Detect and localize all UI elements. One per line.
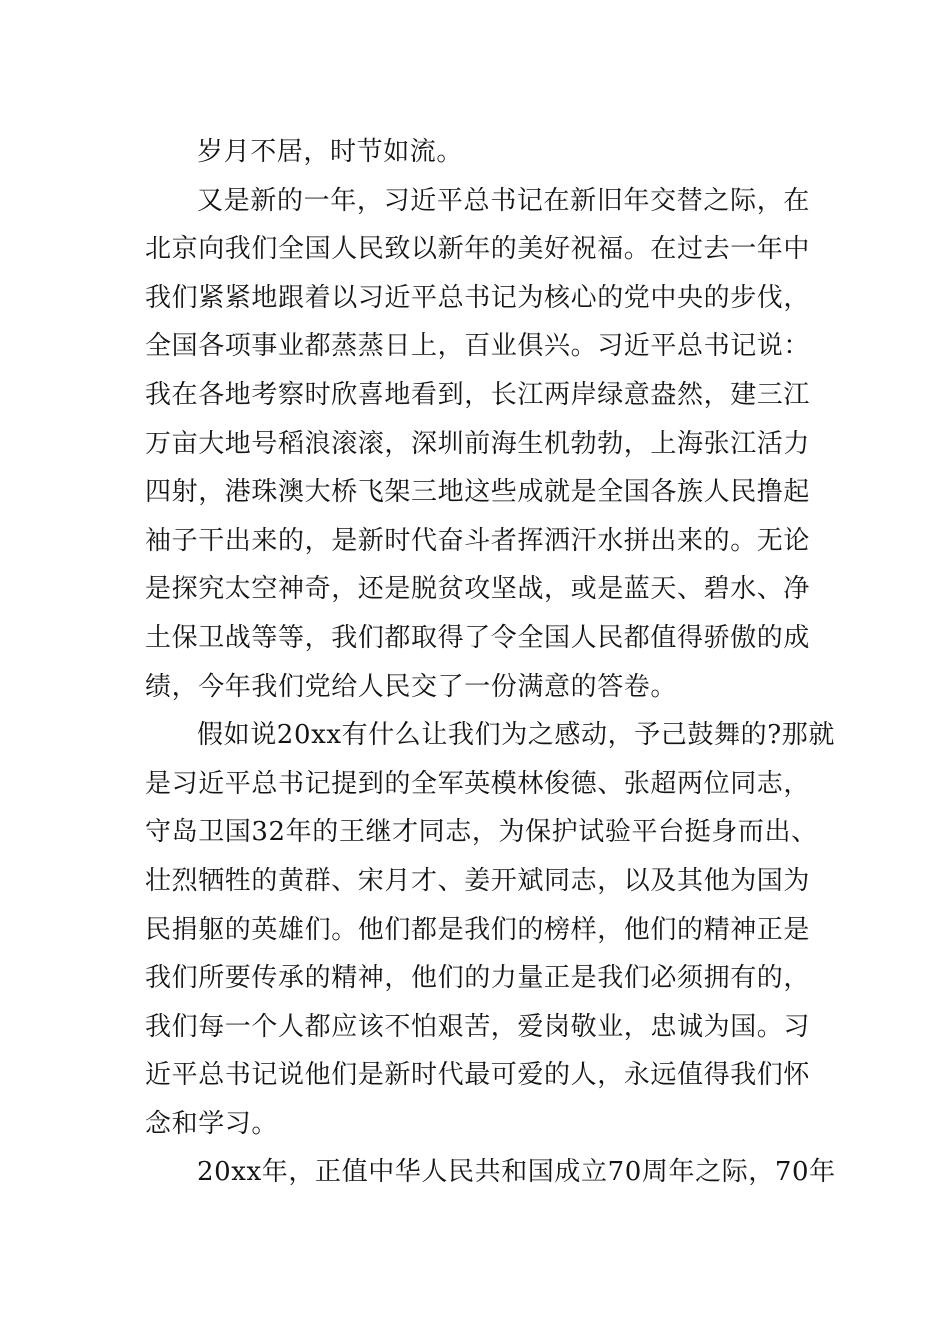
text-line: 绩，今年我们党给人民交了一份满意的答卷。: [145, 671, 678, 702]
text-line: 岁月不居，时节如流。: [197, 137, 464, 167]
text-line: 民捐躯的英雄们。他们都是我们的榜样，他们的精神正是: [145, 914, 811, 945]
text-line: 又是新的一年，习近平总书记在新旧年交替之际，在: [197, 185, 810, 216]
text-line: 全国各项事业都蒸蒸日上，百业俱兴。习近平总书记说：: [145, 331, 811, 362]
text-line: 是习近平总书记提到的全军英模林俊德、张超两位同志，: [145, 768, 811, 799]
text-line: 壮烈牺牲的黄群、宋月才、姜开斌同志，以及其他为国为: [145, 865, 811, 896]
text-line: 20xx年，正值中华人民共和国成立70周年之际，70年: [197, 1157, 836, 1188]
text-line: 四射，港珠澳大桥飞架三地这些成就是全国各族人民撸起: [145, 477, 811, 508]
text-line: 守岛卫国32年的王继才同志，为保护试验平台挺身而出、: [145, 817, 818, 848]
text-line: 北京向我们全国人民致以新年的美好祝福。在过去一年中: [145, 234, 811, 265]
text-line: 是探究太空神奇，还是脱贫攻坚战，或是蓝天、碧水、净: [145, 574, 811, 605]
text-line: 假如说20xx有什么让我们为之感动，予己鼓舞的?那就: [197, 720, 835, 751]
text-line: 我们每一个人都应该不怕艰苦，爱岗敬业，忠诚为国。习: [145, 1011, 811, 1042]
text-line: 袖子干出来的，是新时代奋斗者挥洒汗水拼出来的。无论: [145, 525, 811, 556]
text-line: 土保卫战等等，我们都取得了令全国人民都值得骄傲的成: [145, 622, 811, 653]
text-line: 我在各地考察时欣喜地看到，长江两岸绿意盎然，建三江: [145, 379, 811, 410]
document-body: [145, 128, 836, 1197]
text-line: 近平总书记说他们是新时代最可爱的人，永远值得我们怀: [145, 1060, 811, 1091]
text-line: 万亩大地号稻浪滚滚，深圳前海生机勃勃，上海张江活力: [145, 428, 811, 459]
text-line: 我们所要传承的精神，他们的力量正是我们必须拥有的，: [145, 963, 811, 994]
text-line: 我们紧紧地跟着以习近平总书记为核心的党中央的步伐，: [145, 282, 811, 313]
text-line: 念和学习。: [145, 1108, 279, 1139]
